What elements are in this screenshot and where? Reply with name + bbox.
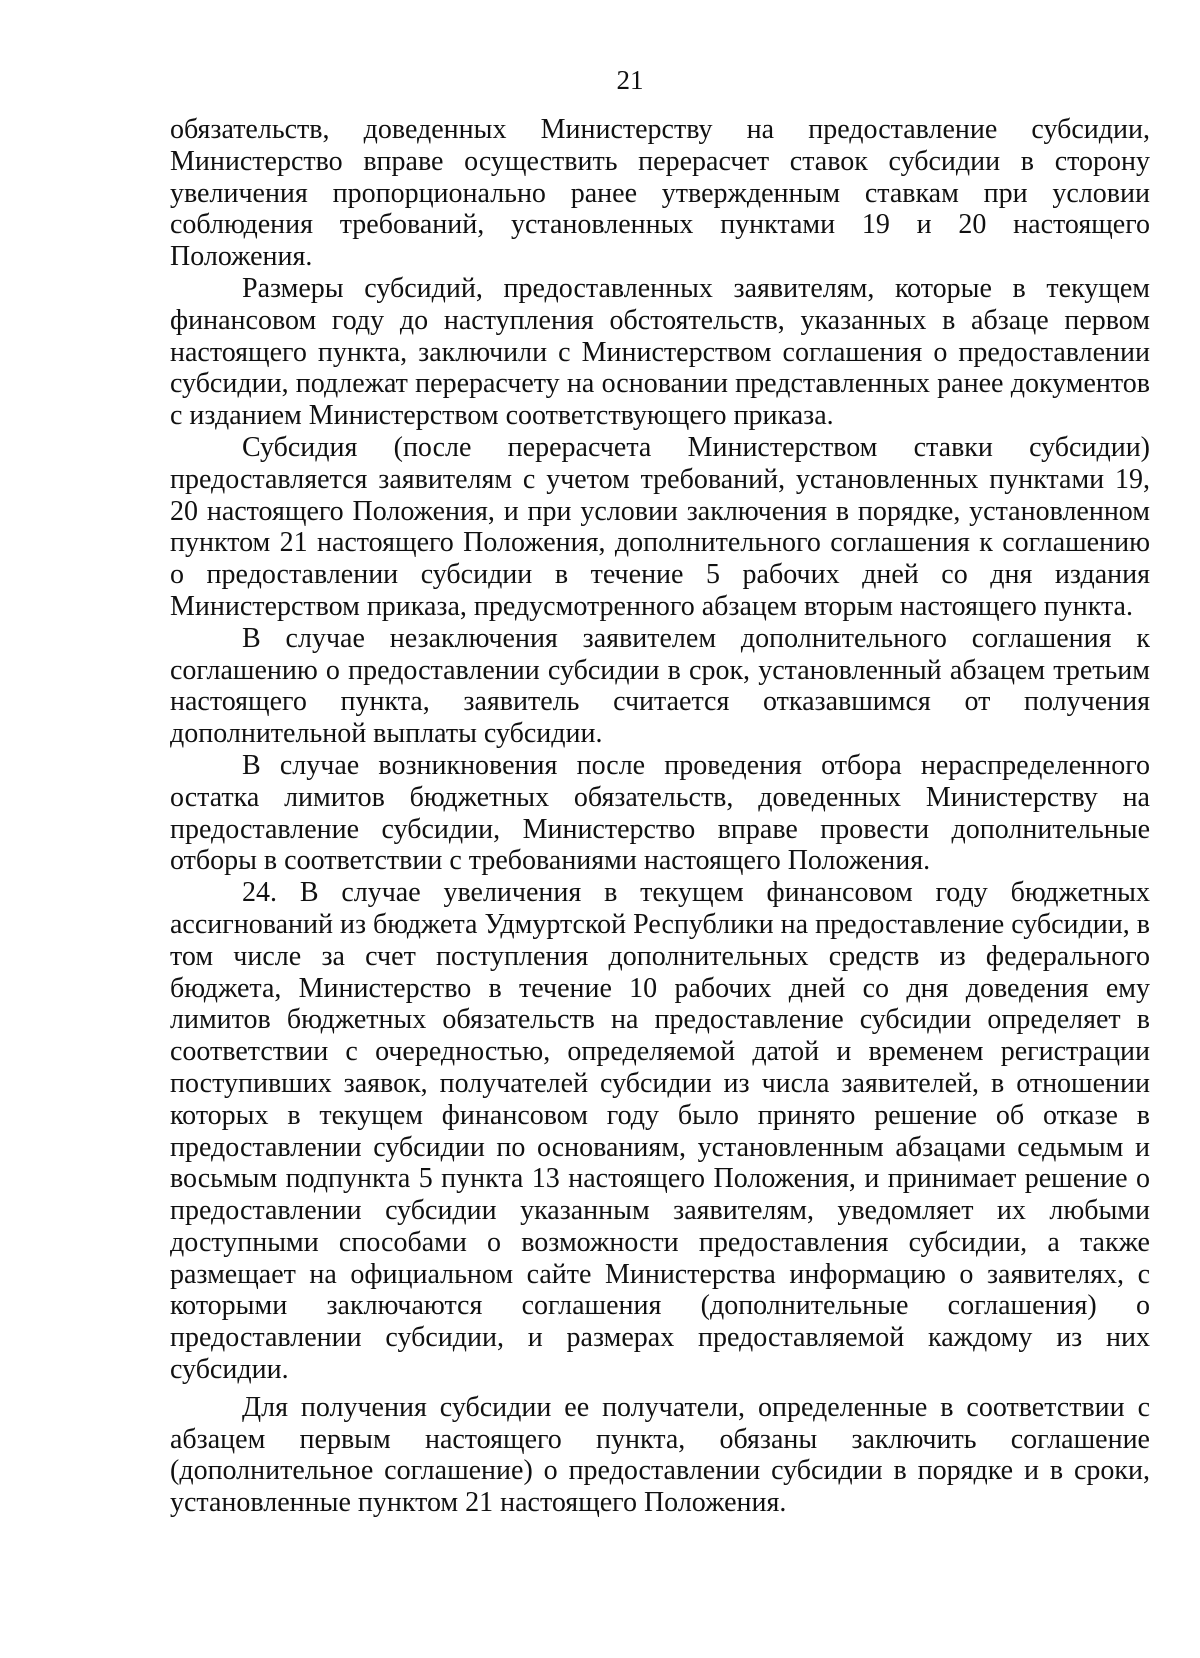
paragraph-continuation: обязательств, доведенных Министерству на предоставление субсидии, Министерство вправе осуществить перерасчет ставок субсидии в сторону увеличения пропорционально ранее утвержденным ставкам при условии соблюдения требований, установленных пунктами 19 и 20 настоящего Положения.	[170, 114, 1150, 273]
paragraph-additional-selection: В случае возникновения после проведения отбора нераспределенного остатка лимитов бюджетных обязательств, доведенных Министерству на предоставление субсидии, Министерство вправе провести дополнительные отборы в соответствии с требованиями настоящего Положения.	[170, 749, 1150, 877]
paragraph-non-conclusion: В случае незаключения заявителем дополнительного соглашения к соглашению о предоставлении субсидии в срок, установленный абзацем третьим настоящего пункта, заявитель считается отказавшимся от получения дополнительной выплаты субсидии.	[170, 622, 1150, 750]
document-body	[170, 114, 1150, 1519]
page-number: 21	[616, 65, 644, 95]
paragraph-item-24: 24. В случае увеличения в текущем финансовом году бюджетных ассигнований из бюджета Удмуртской Республики на предоставление субсидии, в том числе за счет поступления дополнительных средств из федерального бюджета, Министерство в течение 10 рабочих дней со дня доведения ему лимитов бюджетных обязательств на предоставление субсидии определяет в соответствии с очередностью, определяемой датой и временем регистрации поступивших заявок, получателей субсидии из числа заявителей, в отношении которых в текущем финансовом году было принято решение об отказе в предоставлении субсидии по основаниям, установленным абзацами седьмым и восьмым подпункта 5 пункта 13 настоящего Положения, и принимает решение о предоставлении субсидии указанным заявителям, уведомляет их любыми доступными способами о возможности предоставления субсидии, а также размещает на официальном сайте Министерства информацию о заявителях, с которыми заключаются соглашения (дополнительные соглашения) о предоставлении субсидии, и размерах предоставляемой каждому из них субсидии.	[170, 877, 1150, 1386]
paragraph-recalculation-sizes: Размеры субсидий, предоставленных заявителям, которые в текущем финансовом году до наступления обстоятельств, указанных в абзаце первом настоящего пункта, заключили с Министерством соглашения о предоставлении субсидии, подлежат перерасчету на основании представленных ранее документов с изданием Министерством соответствующего приказа.	[170, 272, 1150, 432]
paragraph-subsidy-after-recalculation: Субсидия (после перерасчета Министерством ставки субсидии) предоставляется заявителям с учетом требований, установленных пунктами 19, 20 настоящего Положения, и при условии заключения в порядке, установленном пунктом 21 настоящего Положения, дополнительного соглашения к соглашению о предоставлении субсидии в течение 5 рабочих дней со дня издания Министерством приказа, предусмотренного абзацем вторым настоящего пункта.	[170, 431, 1150, 622]
paragraph-obtaining-subsidy: Для получения субсидии ее получатели, определенные в соответствии с абзацем первым настоящего пункта, обязаны заключить соглашение (дополнительное соглашение) о предоставлении субсидии в порядке и в сроки, установленные пунктом 21 настоящего Положения.	[170, 1391, 1150, 1519]
